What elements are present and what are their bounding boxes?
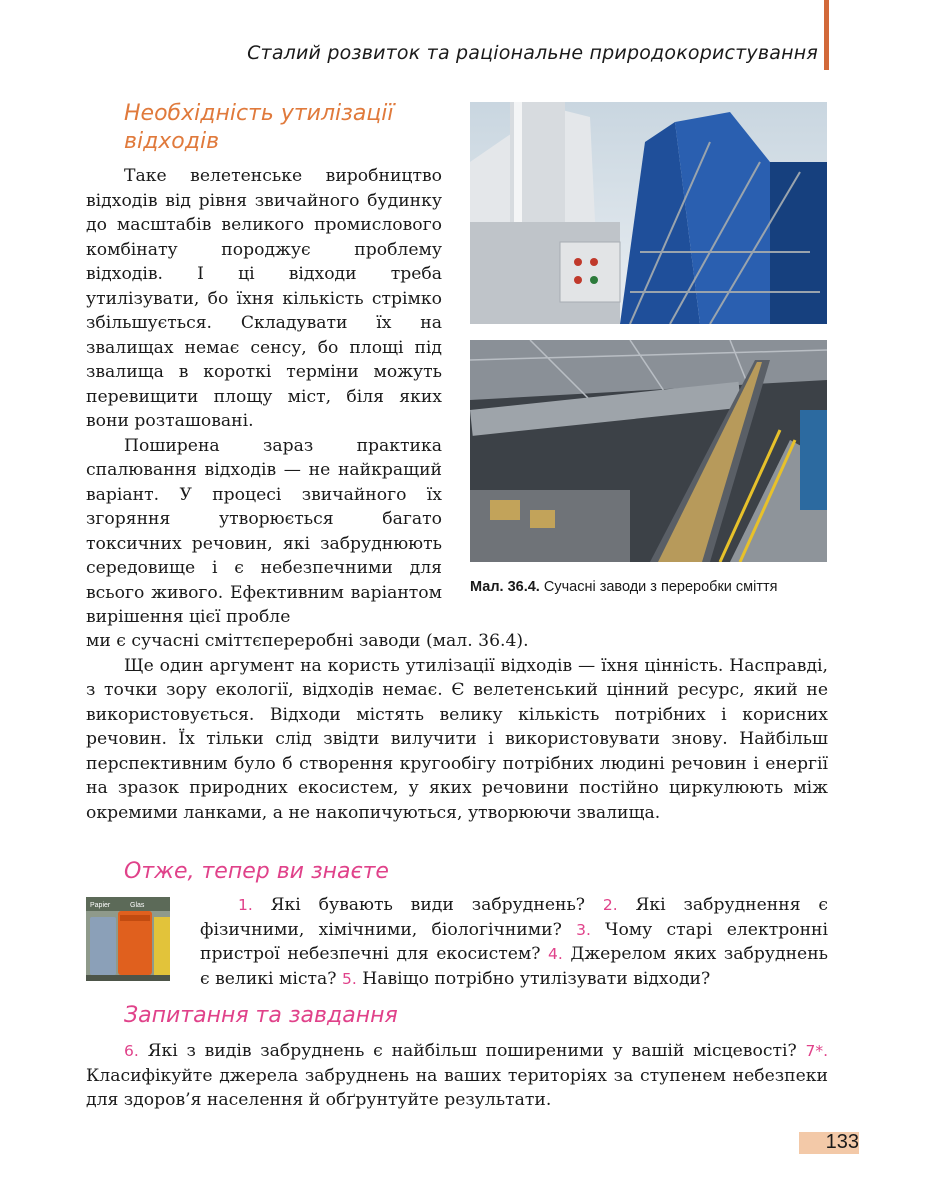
question-6-number: 6. xyxy=(124,1042,139,1060)
recycling-bins-illustration xyxy=(86,897,170,981)
section-heading-line1: Необхідність утилізації xyxy=(124,101,394,126)
full-width-text xyxy=(86,629,828,825)
paragraph-3: Ще один аргумент на користь утилізації відходів — їхня цінність. Насправді, з точки зору екології, відходів немає. Є велетенський цінний ресурс, який не використовується. Відходи містять велику кількість потрібних і корисних речовин. Їх тільки слід звідти вилучити і використовувати знову. Найбільш перспективним було б створення кругообігу потрібних людині речовин і енергії на зразок природних екосистем, у яких речовини постійно циркулюють між окремими ланками, а не накопичуються, утворюючи звалища. xyxy=(86,655,828,823)
summary-q4-number: 4. xyxy=(548,945,563,963)
figure-caption-text: Сучасні заводи з переробки сміття xyxy=(543,579,778,595)
photo-sorting-line-interior xyxy=(470,340,827,562)
left-column-text xyxy=(86,164,442,630)
paragraph-2: Поширена зараз практика спалювання відходів — не найкращий варіант. У процесі звичайного їх згоряння утворюється багато токсичних речовин, які забруднюють середовище і є небезпечними для всього живого. Ефективним варіантом вирішення цієї пробле xyxy=(86,435,442,627)
question-7-number: 7*. xyxy=(805,1042,828,1060)
summary-question-list xyxy=(200,893,828,991)
question-7-text: Класифікуйте джерела забруднень на ваших територіях за ступенем небезпеки для здоров’я населення й обґрунтуйте результати. xyxy=(86,1065,828,1110)
running-title: Сталий розвиток та раціональне природокористування xyxy=(247,42,818,64)
summary-q2-text: Які забруднення є фізичними, хімічними, біологічними? xyxy=(200,895,829,940)
figure-caption xyxy=(470,578,830,596)
recycling-bins-thumbnail xyxy=(86,897,170,981)
paragraph-1: Таке велетенське виробництво відходів від рівня звичайного будинку до масштабів великого промислового комбінату породжує проблему відходів. І ці відходи треба утилізувати, бо їхня кількість стрімко збільшується. Складувати їх на звалищах немає сенсу, бо площі під звалища в короткі терміни можуть перевищити площу міст, біля яких вони розташовані. xyxy=(86,166,442,431)
photo-waste-plant-exterior xyxy=(470,102,827,324)
summary-q5-number: 5. xyxy=(341,969,357,988)
questions-text xyxy=(86,1039,828,1113)
plant-exterior-illustration xyxy=(470,102,827,324)
figure-label: Мал. 36.4. xyxy=(470,579,540,595)
question-6-text: Які з видів забруднень є найбільш поширеними у вашій місцевості? xyxy=(147,1041,797,1061)
summary-q3-number: 3. xyxy=(576,920,591,939)
summary-q1-number: 1. xyxy=(238,896,253,914)
summary-q1-text: Які бувають види забруднень? xyxy=(270,895,586,915)
summary-q4-text: Джерелом яких забруднень є великі міста? xyxy=(200,944,829,989)
summary-heading: Отже, тепер ви знаєте xyxy=(124,859,389,884)
sorting-interior-illustration xyxy=(470,340,827,562)
question-list xyxy=(86,1039,828,1113)
summary-q2-number: 2. xyxy=(602,896,618,914)
questions-heading: Запитання та завдання xyxy=(124,1003,398,1028)
bin-label-right: Glas xyxy=(130,902,145,909)
paragraph-2-tail: ми є сучасні сміттєпереробні заводи (мал. 36.4). xyxy=(86,631,529,651)
summary-questions xyxy=(200,893,828,991)
summary-q3-text: Чому старі електронні пристрої небезпечні для екосистем? xyxy=(200,919,828,964)
section-heading-waste-utilization xyxy=(124,100,394,156)
header-accent-bar xyxy=(824,0,829,70)
bin-label-left: Papier xyxy=(90,902,111,909)
page-number: 133 xyxy=(825,1131,859,1153)
section-heading-line2: відходів xyxy=(124,129,220,154)
summary-q5-text: Навіщо потрібно утилізувати відходи? xyxy=(362,968,711,989)
